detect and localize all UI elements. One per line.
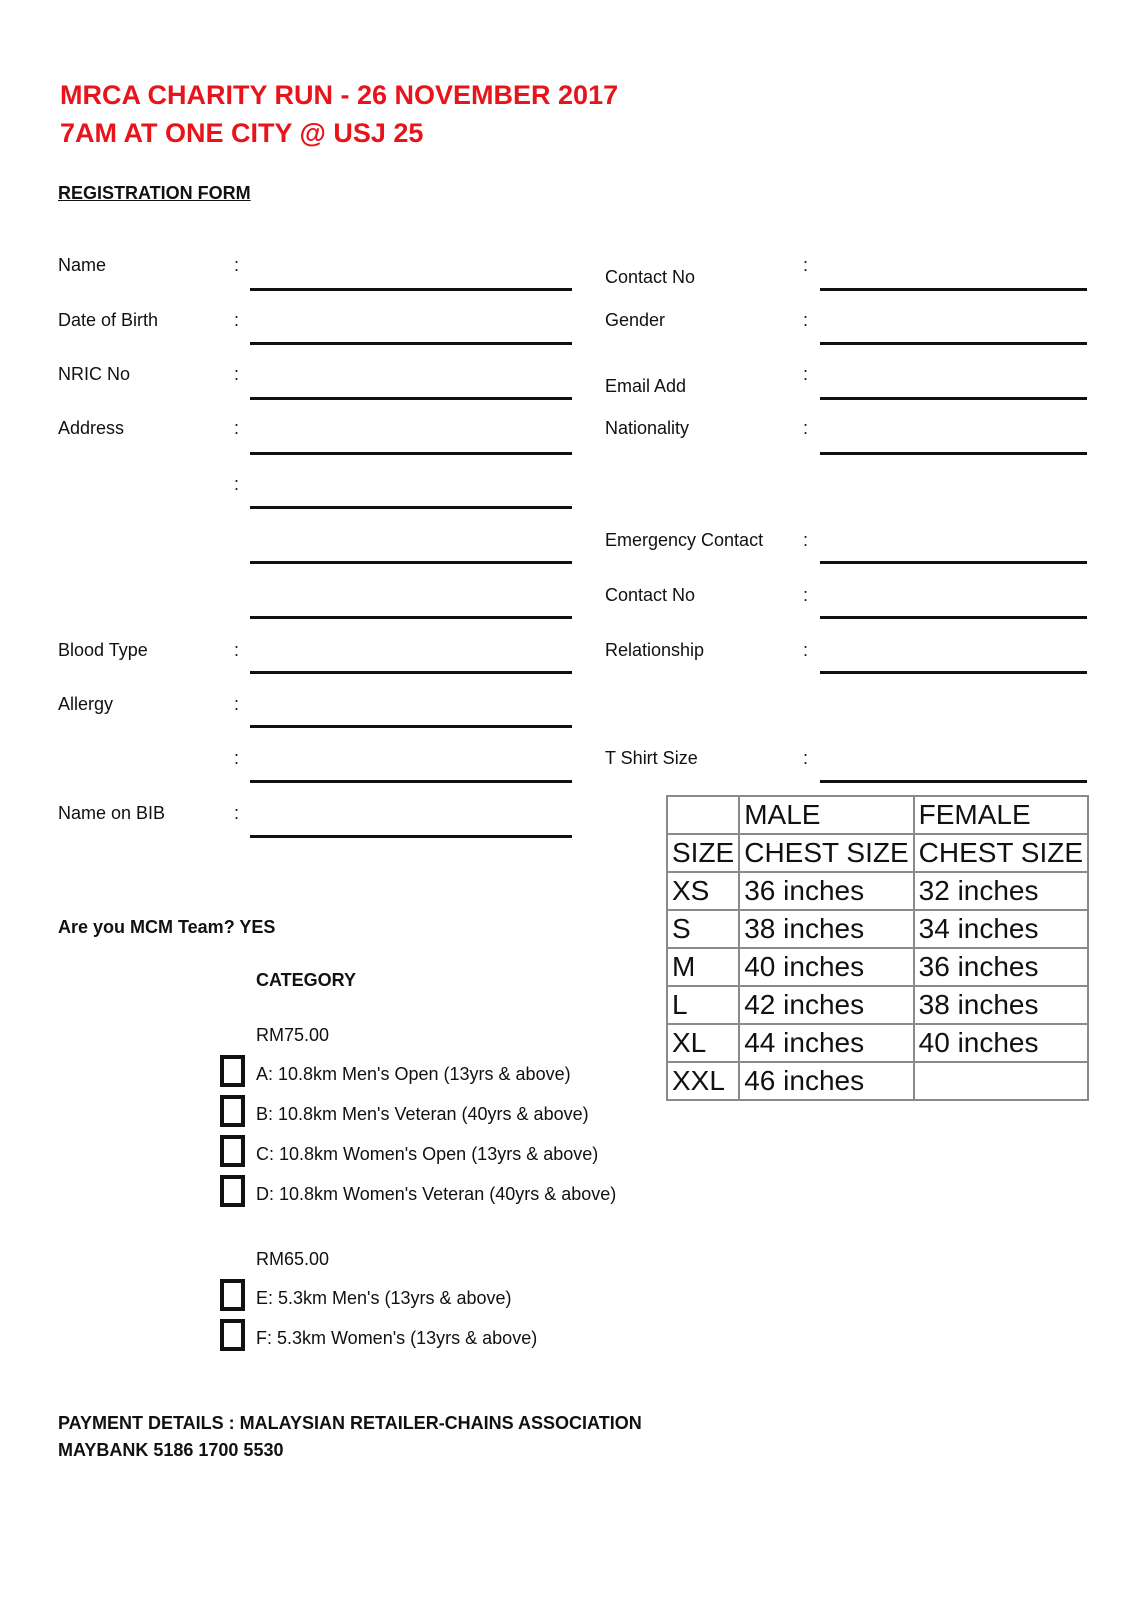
table-cell: XL [667,1024,739,1062]
blood-type-input-line[interactable] [250,671,572,674]
category-option-e: E: 5.3km Men's (13yrs & above) [256,1288,512,1308]
table-cell: 36 inches [914,948,1088,986]
colon: : [234,640,240,660]
relationship-label: Relationship [605,640,705,660]
colon: : [234,474,240,494]
table-cell: 40 inches [739,948,913,986]
address-label: Address [58,418,125,438]
table-cell: XS [667,872,739,910]
colon: : [234,748,240,768]
emergency-contact-no-input-line[interactable] [820,616,1087,619]
tshirt-size-input-line[interactable] [820,780,1087,783]
table-cell: 32 inches [914,872,1088,910]
email-label: Email Add [605,376,687,396]
category-heading: CATEGORY [256,970,357,990]
table-row [667,872,1088,910]
table-cell: 40 inches [914,1024,1088,1062]
table-header-row [667,796,1088,834]
contact-no-label: Contact No [605,267,696,287]
table-cell: 46 inches [739,1062,913,1100]
gender-input-line[interactable] [820,342,1087,345]
address-input-line-2[interactable] [250,506,572,509]
colon: : [234,694,240,714]
table-cell: XXL [667,1062,739,1100]
colon: : [803,310,809,330]
category-option-f: F: 5.3km Women's (13yrs & above) [256,1328,538,1348]
colon: : [234,310,240,330]
table-cell: 38 inches [914,986,1088,1024]
table-cell: 38 inches [739,910,913,948]
relationship-input-line[interactable] [820,671,1087,674]
checkbox-category-c[interactable] [220,1135,245,1167]
category-option-c: C: 10.8km Women's Open (13yrs & above) [256,1144,599,1164]
category-option-d: D: 10.8km Women's Veteran (40yrs & above) [256,1184,617,1204]
table-row [667,986,1088,1024]
table-cell [914,1062,1088,1100]
table-row [667,1024,1088,1062]
colon: : [803,530,809,550]
contact-no-input-line[interactable] [820,288,1087,291]
gender-label: Gender [605,310,666,330]
address-input-line-1[interactable] [250,452,572,455]
table-cell: 36 inches [739,872,913,910]
colon: : [234,803,240,823]
address-input-line-3[interactable] [250,561,572,564]
page-title: MRCA CHARITY RUN - 26 NOVEMBER 2017 [60,80,619,110]
allergy-label: Allergy [58,694,114,714]
checkbox-category-b[interactable] [220,1095,245,1127]
bank-account: MAYBANK 5186 1700 5530 [58,1440,284,1460]
nric-input-line[interactable] [250,397,572,400]
nationality-input-line[interactable] [820,452,1087,455]
dob-label: Date of Birth [58,310,159,330]
table-header-cell: CHEST SIZE [914,834,1088,872]
tshirt-size-label: T Shirt Size [605,748,698,768]
page-subtitle: 7AM AT ONE CITY @ USJ 25 [60,118,424,148]
nationality-label: Nationality [605,418,690,438]
colon: : [234,255,240,275]
colon: : [803,585,809,605]
payment-details: PAYMENT DETAILS : MALAYSIAN RETAILER-CHAINS ASSOCIATION [58,1413,642,1433]
table-cell: S [667,910,739,948]
name-on-bib-input-line[interactable] [250,835,572,838]
colon: : [803,418,809,438]
table-cell: L [667,986,739,1024]
name-input-line[interactable] [250,288,572,291]
nric-label: NRIC No [58,364,131,384]
table-cell: 44 inches [739,1024,913,1062]
table-header-cell: SIZE [667,834,739,872]
emergency-contact-no-label: Contact No [605,585,696,605]
blood-type-label: Blood Type [58,640,148,660]
table-cell: 34 inches [914,910,1088,948]
name-label: Name [58,255,107,275]
table-header-row [667,834,1088,872]
tshirt-size-table [666,795,1089,1101]
colon: : [803,255,809,275]
table-header-cell [667,796,739,834]
table-row [667,1062,1088,1100]
colon: : [803,364,809,384]
emergency-contact-input-line[interactable] [820,561,1087,564]
allergy-input-line-1[interactable] [250,725,572,728]
table-header-cell: CHEST SIZE [739,834,913,872]
colon: : [234,364,240,384]
checkbox-category-d[interactable] [220,1175,245,1207]
table-cell: M [667,948,739,986]
table-header-cell: FEMALE [914,796,1088,834]
table-row [667,910,1088,948]
checkbox-category-e[interactable] [220,1279,245,1311]
category-option-b: B: 10.8km Men's Veteran (40yrs & above) [256,1104,589,1124]
name-on-bib-label: Name on BIB [58,803,166,823]
checkbox-category-a[interactable] [220,1055,245,1087]
category-option-a: A: 10.8km Men's Open (13yrs & above) [256,1064,571,1084]
colon: : [234,418,240,438]
table-row [667,948,1088,986]
checkbox-category-f[interactable] [220,1319,245,1351]
email-input-line[interactable] [820,397,1087,400]
form-title: REGISTRATION FORM [58,183,251,203]
price-rm75: RM75.00 [256,1025,330,1045]
allergy-input-line-2[interactable] [250,780,572,783]
table-cell: 42 inches [739,986,913,1024]
colon: : [803,640,809,660]
address-input-line-4[interactable] [250,616,572,619]
table-header-cell: MALE [739,796,913,834]
price-rm65: RM65.00 [256,1249,330,1269]
emergency-contact-label: Emergency Contact [605,530,764,550]
dob-input-line[interactable] [250,342,572,345]
mcm-team-question: Are you MCM Team? YES [58,917,276,937]
colon: : [803,748,809,768]
